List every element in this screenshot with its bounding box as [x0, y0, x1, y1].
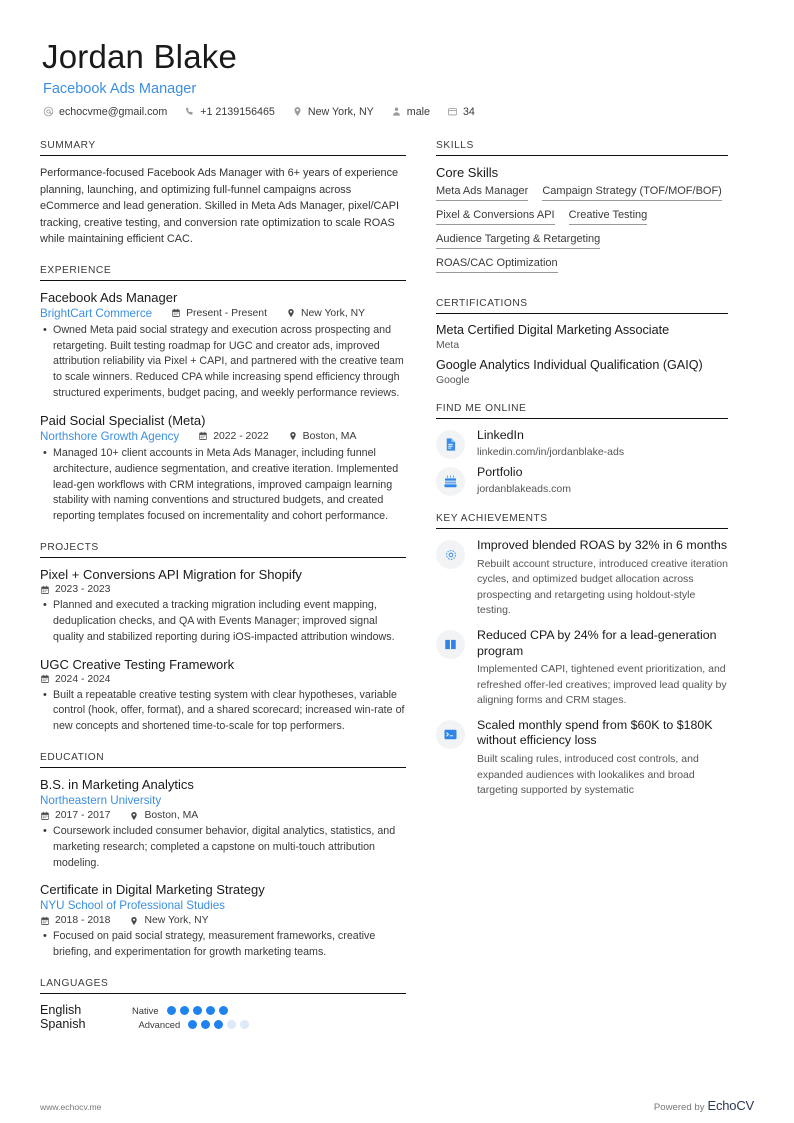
- divider: [436, 418, 728, 419]
- book-icon: [436, 630, 465, 659]
- entry-location: [129, 810, 198, 821]
- bullet-item: • Coursework included consumer behavior, digital analytics, statistics, and marketing research; completed a capstone on multi-touch attribution modeling.: [53, 824, 406, 871]
- experience-entry: [40, 290, 406, 402]
- footer-powered-label: Powered by: [653, 1102, 705, 1113]
- project-entry: [40, 567, 406, 645]
- entry-dates-value: 2022 - 2022: [213, 430, 269, 442]
- entry-location-value: Boston, MA: [144, 810, 199, 821]
- person-icon: [391, 106, 402, 117]
- skill-group-name: Core Skills: [436, 164, 499, 180]
- skill-item: ROAS/CAC Optimization: [436, 257, 558, 273]
- entry-dates-value: 2018 - 2018: [55, 915, 111, 927]
- entry-title: B.S. in Marketing Analytics: [40, 777, 194, 792]
- language-rating: [167, 1006, 228, 1015]
- achievement-item: [436, 628, 728, 709]
- calendar-icon: [40, 916, 50, 926]
- certification-name: Meta Certified Digital Marketing Associate: [436, 322, 670, 337]
- certification-name: Google Analytics Individual Qualification (GAIQ): [436, 358, 703, 373]
- entry-title: Certificate in Digital Marketing Strategy: [40, 882, 265, 898]
- page-footer: [40, 1097, 754, 1115]
- entry-dates-value: 2017 - 2017: [55, 810, 111, 821]
- divider: [40, 557, 406, 558]
- entry-location: [129, 915, 208, 926]
- contact-location: [292, 106, 374, 118]
- rating-dot: [219, 1006, 228, 1015]
- entry-title: Paid Social Specialist (Meta): [40, 412, 206, 428]
- location-pin-icon: [288, 431, 298, 441]
- entry-location: [286, 308, 365, 319]
- entry-location-value: Boston, MA: [302, 430, 357, 442]
- section-certifications: [436, 298, 728, 386]
- project-entry: [40, 657, 406, 735]
- resume-header: [40, 38, 754, 118]
- rating-dot: [227, 1020, 236, 1029]
- section-heading-achievements: KEY ACHIEVEMENTS: [436, 513, 548, 525]
- achievement-title: Reduced CPA by 24% for a lead-generation program: [477, 627, 717, 658]
- location-pin-icon: [286, 308, 296, 318]
- contact-list: [43, 106, 754, 118]
- divider: [436, 528, 728, 529]
- skill-list: [436, 185, 728, 281]
- contact-age-value: 34: [462, 105, 475, 118]
- entry-dates: [40, 584, 110, 595]
- calendar-icon: [447, 106, 458, 117]
- entry-dates: [40, 915, 110, 926]
- entry-meta: [40, 307, 406, 320]
- entry-organization[interactable]: BrightCart Commerce: [40, 306, 153, 320]
- contact-location-value: New York, NY: [307, 105, 374, 118]
- achievement-item: [436, 718, 728, 799]
- language-item: [40, 1017, 273, 1031]
- entry-dates: [171, 308, 267, 319]
- entry-bullets: [40, 824, 406, 871]
- section-heading-projects: PROJECTS: [40, 542, 99, 554]
- bullet-item: • Planned and executed a tracking migration including event mapping, deduplication checks, and QA with Events Manager; improved signal quality and stabilized reporting during iOS-impacted attribution windows.: [53, 598, 406, 645]
- phone-icon: [184, 106, 195, 117]
- entry-bullets: [40, 929, 406, 961]
- page-title: Jordan Blake: [42, 38, 238, 75]
- contact-phone-value: +1 2139156465: [200, 105, 275, 118]
- terminal-icon: [436, 720, 465, 749]
- section-heading-certifications: CERTIFICATIONS: [436, 297, 528, 309]
- entry-organization[interactable]: Northeastern University: [40, 794, 162, 807]
- section-heading-skills: SKILLS: [436, 139, 474, 151]
- section-heading-summary: SUMMARY: [40, 139, 96, 151]
- footer-powered-by: [654, 1097, 754, 1115]
- rating-dot: [201, 1020, 210, 1029]
- achievement-description: Implemented CAPI, tightened event prioritization, and refreshed offer-led creatives; improved lead quality by aligning forms and CRM stages.: [477, 663, 727, 707]
- entry-organization[interactable]: NYU School of Professional Studies: [40, 899, 225, 913]
- entry-meta: [40, 584, 406, 595]
- entry-meta: [40, 674, 406, 685]
- cake-icon: [436, 467, 465, 496]
- contact-age: [447, 106, 475, 118]
- entry-title: UGC Creative Testing Framework: [40, 656, 235, 672]
- divider: [436, 313, 728, 314]
- rating-dot: [240, 1020, 249, 1029]
- rating-dot: [188, 1020, 197, 1029]
- experience-entry: [40, 413, 406, 525]
- entry-organization[interactable]: Northshore Growth Agency: [40, 429, 180, 443]
- skill-item: Meta Ads Manager: [436, 185, 528, 201]
- summary-text: Performance-focused Facebook Ads Manager with 6+ years of experience planning, launching, and optimizing full-funnel campaigns across eCommerce and lead generation. Skilled in Meta Ads Manager, pixel/CAPI tracking, creative testing, and conversion rate optimization to scale ROAS while maintaining efficient CAC.: [40, 166, 399, 246]
- online-label: LinkedIn: [477, 428, 524, 443]
- entry-meta: [40, 810, 406, 821]
- skill-item: Creative Testing: [569, 209, 648, 225]
- right-column: [436, 140, 728, 1048]
- divider: [40, 155, 406, 156]
- entry-title: Facebook Ads Manager: [40, 289, 178, 305]
- section-skills: [436, 140, 728, 281]
- email-icon: [43, 106, 54, 117]
- divider: [40, 993, 406, 994]
- section-projects: [40, 542, 406, 735]
- language-level: Native: [132, 1004, 159, 1016]
- divider: [40, 280, 406, 281]
- calendar-icon: [198, 431, 208, 441]
- location-pin-icon: [129, 811, 139, 821]
- section-find-me-online: [436, 403, 728, 496]
- certification-item: [436, 358, 728, 386]
- education-entry: [40, 777, 406, 871]
- entry-bullets: [40, 446, 406, 525]
- rating-dot: [180, 1006, 189, 1015]
- online-item[interactable]: [436, 465, 728, 496]
- job-title: Facebook Ads Manager: [43, 80, 197, 97]
- certification-issuer: Google: [436, 375, 470, 387]
- entry-title: Pixel + Conversions API Migration for Shopify: [40, 567, 302, 583]
- contact-gender-value: male: [406, 105, 430, 118]
- education-entry: [40, 882, 406, 961]
- entry-meta: [40, 915, 406, 926]
- entry-dates-value: Present - Present: [186, 307, 267, 319]
- entry-dates: [40, 674, 110, 685]
- resume-body: [40, 140, 754, 1048]
- language-level: Advanced: [138, 1018, 181, 1030]
- entry-dates: [40, 810, 110, 821]
- section-experience: [40, 265, 406, 525]
- section-heading-education: EDUCATION: [40, 752, 105, 763]
- language-name: English: [40, 1003, 82, 1018]
- contact-email: [43, 106, 167, 118]
- entry-meta: [40, 430, 406, 443]
- document-icon: [436, 430, 465, 459]
- calendar-icon: [40, 585, 50, 595]
- calendar-icon: [171, 308, 181, 318]
- certification-item: [436, 323, 728, 351]
- entry-location-value: New York, NY: [144, 915, 209, 927]
- section-education: [40, 752, 406, 961]
- left-column: [40, 140, 436, 1048]
- skill-item: Pixel & Conversions API: [436, 209, 555, 225]
- section-summary: [40, 140, 406, 248]
- online-label: Portfolio: [477, 465, 523, 480]
- certification-issuer: Meta: [436, 340, 460, 352]
- rating-dot: [193, 1006, 202, 1015]
- rating-dot: [214, 1020, 223, 1029]
- divider: [436, 155, 728, 156]
- gear-icon: [436, 540, 465, 569]
- bullet-item: • Focused on paid social strategy, measurement frameworks, creative briefing, and experimentation for growth marketing teams.: [53, 929, 406, 961]
- achievement-description: Rebuilt account structure, introduced creative iteration cycles, and optimized budget allocation across prospecting and retargeting using holdout-style testing.: [477, 557, 728, 617]
- entry-location-value: New York, NY: [300, 307, 366, 319]
- skill-item: Audience Targeting & Retargeting: [436, 233, 600, 249]
- section-heading-experience: EXPERIENCE: [40, 264, 112, 276]
- section-key-achievements: [436, 513, 728, 798]
- entry-dates-value: 2024 - 2024: [55, 673, 111, 685]
- rating-dot: [206, 1006, 215, 1015]
- entry-bullets: [40, 688, 406, 735]
- language-list: [40, 1003, 406, 1031]
- divider: [40, 767, 406, 768]
- calendar-icon: [40, 811, 50, 821]
- section-heading-languages: LANGUAGES: [40, 978, 109, 990]
- achievement-title: Scaled monthly spend from $60K to $180K without efficiency loss: [477, 717, 713, 748]
- contact-email-value: echocvme@gmail.com: [59, 105, 168, 118]
- entry-location: [288, 431, 357, 442]
- achievement-description: Built scaling rules, introduced cost controls, and expanded audiences with lookalikes and broad targeting supported by systematic: [477, 753, 699, 797]
- language-rating: [188, 1020, 249, 1029]
- location-pin-icon: [129, 916, 139, 926]
- section-languages: [40, 978, 406, 1031]
- entry-bullets: [40, 323, 406, 402]
- entry-bullets: [40, 598, 406, 645]
- footer-brand[interactable]: EchoCV: [707, 1098, 754, 1113]
- rating-dot: [167, 1006, 176, 1015]
- bullet-item: • Built a repeatable creative testing system with clear hypotheses, variable control (hook, offer, format), and a shared scorecard; increased win-rate of new concepts and shortened time-to-scale for top performers.: [53, 688, 406, 735]
- online-item[interactable]: [436, 428, 728, 459]
- entry-dates: [198, 431, 268, 442]
- section-heading-online: FIND ME ONLINE: [436, 403, 527, 415]
- achievement-item: [436, 538, 728, 619]
- achievement-title: Improved blended ROAS by 32% in 6 months: [477, 538, 728, 553]
- calendar-icon: [40, 674, 50, 684]
- language-name: Spanish: [40, 1017, 86, 1032]
- contact-phone: [184, 106, 275, 118]
- online-url[interactable]: linkedin.com/in/jordanblake-ads: [477, 445, 625, 458]
- skill-item: Campaign Strategy (TOF/MOF/BOF): [542, 185, 722, 201]
- footer-site[interactable]: www.echocv.me: [40, 1102, 102, 1112]
- contact-gender: [391, 106, 430, 118]
- entry-dates-value: 2023 - 2023: [55, 584, 111, 596]
- online-url[interactable]: jordanblakeads.com: [477, 482, 571, 495]
- location-pin-icon: [292, 106, 303, 117]
- language-item: [40, 1003, 252, 1017]
- bullet-item: • Managed 10+ client accounts in Meta Ads Manager, including funnel architecture, audience segmentation, and creative iteration. Implemented lead-gen workflows with CRM integrations, improved campaign learning stability with naming conventions and structured budgets, and created reporting templates focused on incrementality and cohort performance.: [53, 446, 406, 525]
- bullet-item: • Owned Meta paid social strategy and execution across prospecting and retargeting. Built testing roadmap for UGC and creator ads, improved attribution reliability via Pixel + CAPI, and partnered with the creative team to scale winners. Reduced CPA while increasing spend efficiency through structured experiments, budget pacing, and weekly performance reviews.: [53, 323, 406, 402]
